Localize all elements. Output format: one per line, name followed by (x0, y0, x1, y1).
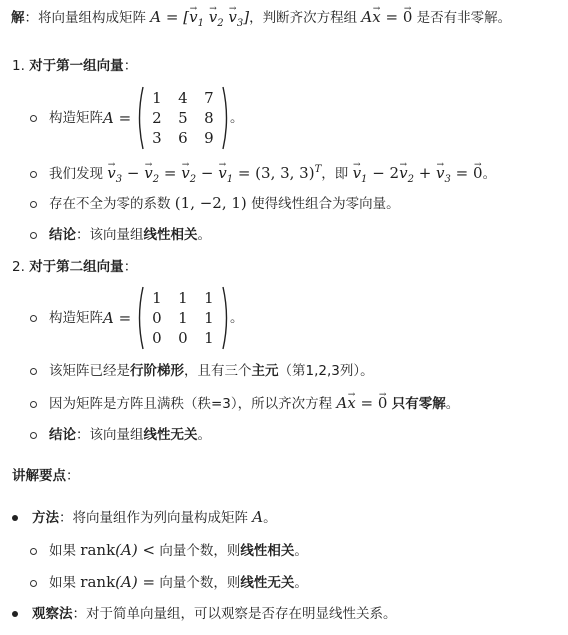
intro-text-a: ：将向量组构成矩阵 (24, 10, 151, 26)
math-matrix-def: A = [→ $v_1 \to v_2 \to v_3$] (150, 8, 249, 26)
math-A: A (252, 508, 264, 526)
part1-coef-text-a: 存在不全为零的系数 (49, 196, 175, 212)
hollow-bullet-icon (30, 171, 37, 178)
part1-find-mid: ，即 (321, 166, 353, 182)
math-homog-eq: A→ x = → 0 (361, 8, 412, 26)
matrix-cell: 8 (204, 109, 214, 127)
part2-number: 2. (12, 259, 25, 275)
hollow-bullet-icon (30, 368, 37, 375)
matrix-cell: 1 (152, 89, 162, 107)
part2-conclusion-text: ：该向量组 (76, 427, 144, 443)
hollow-bullet-icon (30, 315, 37, 322)
method-text: ：将向量组作为列向量构成矩阵 (59, 510, 253, 526)
right-paren-icon (222, 86, 230, 150)
observe-label: 观察法 (32, 606, 73, 622)
matrix-cell: 2 (152, 109, 162, 127)
math-combination: → $v_1 - 2\to v_2$ + → $v_3$ = → 0 (353, 164, 483, 182)
solution-intro (11, 7, 511, 34)
if1-c: 线性相关 (240, 543, 295, 559)
hollow-bullet-icon (30, 201, 37, 208)
intro-text-c: 是否有非零解。 (412, 10, 512, 26)
part1-title: 对于第一组向量 (29, 58, 124, 74)
math-A-eq: A = (103, 109, 136, 127)
method-label: 方法 (32, 510, 59, 526)
summary-title: 讲解要点 (12, 468, 66, 484)
part1-conclusion-text: ：该向量组 (76, 227, 144, 243)
part2-echelon-item (30, 361, 374, 381)
part1-coef-item (30, 193, 400, 214)
hollow-bullet-icon (30, 548, 37, 555)
period: 。 (229, 310, 244, 326)
matrix-cell: 4 (178, 89, 188, 107)
part1-find-item (30, 160, 496, 190)
hollow-bullet-icon (30, 432, 37, 439)
summary-observe-item (12, 604, 397, 624)
hollow-bullet-icon (30, 580, 37, 587)
part1-conclusion-item (30, 225, 211, 245)
period: 。 (229, 110, 244, 126)
matrix-cell: 9 (204, 129, 214, 147)
math-rank-lt: rank(A) < (80, 541, 156, 559)
part2-rank-item (30, 393, 459, 414)
part2-colon: ： (123, 259, 138, 275)
part2-echelon-c: ，且有三个 (184, 363, 252, 379)
period: 。 (294, 543, 308, 559)
part1-matrix (136, 86, 230, 150)
hollow-bullet-icon (30, 115, 37, 122)
part1-number: 1. (12, 58, 25, 74)
if2-a: 如果 (49, 575, 81, 591)
matrix-cell: 1 (178, 289, 188, 307)
matrix-cell: 1 (204, 289, 214, 307)
summary-colon: ： (66, 468, 80, 484)
part2-echelon-a: 该矩阵已经是 (49, 363, 130, 379)
part2-construct-text: 构造矩阵 (49, 310, 103, 326)
solid-bullet-icon (12, 611, 18, 617)
if2-b: 向量个数，则 (155, 575, 241, 591)
part1-conclusion-label: 结论 (49, 227, 76, 243)
part1-construct-text: 构造矩阵 (49, 110, 103, 126)
math-rank-eq: rank(A) = (80, 573, 156, 591)
if1-b: 向量个数，则 (155, 543, 241, 559)
matrix-cell: 1 (152, 289, 162, 307)
math-A-eq: A = (103, 309, 136, 327)
summary-if1-item (30, 540, 308, 561)
right-paren-icon (222, 286, 230, 350)
part2-echelon-e: （第1,2,3列）。 (278, 363, 374, 379)
part2-rank-b: 只有零解 (391, 396, 446, 412)
part2-conclusion-result: 线性无关 (143, 427, 198, 443)
part1-heading (12, 56, 137, 76)
matrix-cell: 1 (178, 309, 188, 327)
part2-conclusion-label: 结论 (49, 427, 76, 443)
period: 。 (445, 396, 460, 412)
matrix-cell: 0 (178, 329, 188, 347)
part2-construct-item (30, 286, 243, 350)
matrix-cell: 1 (204, 329, 214, 347)
matrix-cell: 1 (204, 309, 214, 327)
period: 。 (197, 227, 211, 243)
part1-find-suffix: 。 (482, 166, 497, 182)
part2-title: 对于第二组向量 (29, 259, 124, 275)
period: 。 (197, 427, 211, 443)
hollow-bullet-icon (30, 401, 37, 408)
left-paren-icon (136, 286, 144, 350)
part1-colon: ： (123, 58, 138, 74)
left-paren-icon (136, 86, 144, 150)
part2-matrix (136, 286, 230, 350)
period: 。 (294, 575, 308, 591)
summary-heading (12, 466, 80, 486)
summary-if2-item (30, 572, 308, 593)
matrix-cell: 7 (204, 89, 214, 107)
solid-bullet-icon (12, 515, 18, 521)
math-homog-eq: A→ x = → 0 (336, 394, 387, 412)
intro-text-b: ，判断齐次方程组 (249, 10, 362, 26)
part2-rank-a: 因为矩阵是方阵且满秩（秩=3），所以齐次方程 (49, 396, 337, 412)
part1-coef-text-b: 使得线性组合为零向量。 (246, 196, 400, 212)
if1-a: 如果 (49, 543, 81, 559)
hollow-bullet-icon (30, 232, 37, 239)
part1-conclusion-result: 线性相关 (143, 227, 198, 243)
matrix-cell: 6 (178, 129, 188, 147)
matrix-cell: 3 (152, 129, 162, 147)
part2-conclusion-item (30, 425, 211, 445)
solution-label: 解 (11, 10, 25, 26)
part2-echelon-d: 主元 (251, 363, 279, 379)
part1-find-prefix: 我们发现 (49, 166, 108, 182)
matrix-cell: 0 (152, 329, 162, 347)
matrix-cell: 5 (178, 109, 188, 127)
part2-heading (12, 257, 137, 277)
part2-echelon-b: 行阶梯形 (130, 363, 184, 379)
observe-text: ：对于简单向量组，可以观察是否存在明显线性关系。 (72, 606, 397, 622)
summary-method-item (12, 507, 277, 528)
math-difference: → $v_3$ − → $v_2$ = → $v_2$ − → $v_1 = (3$, 3, 3)$^T$ (107, 164, 321, 182)
math-coefficients: (1, −2, 1) (174, 194, 247, 212)
part1-construct-item (30, 86, 243, 150)
matrix-cell: 0 (152, 309, 162, 327)
period: 。 (263, 510, 277, 526)
if2-c: 线性无关 (240, 575, 295, 591)
